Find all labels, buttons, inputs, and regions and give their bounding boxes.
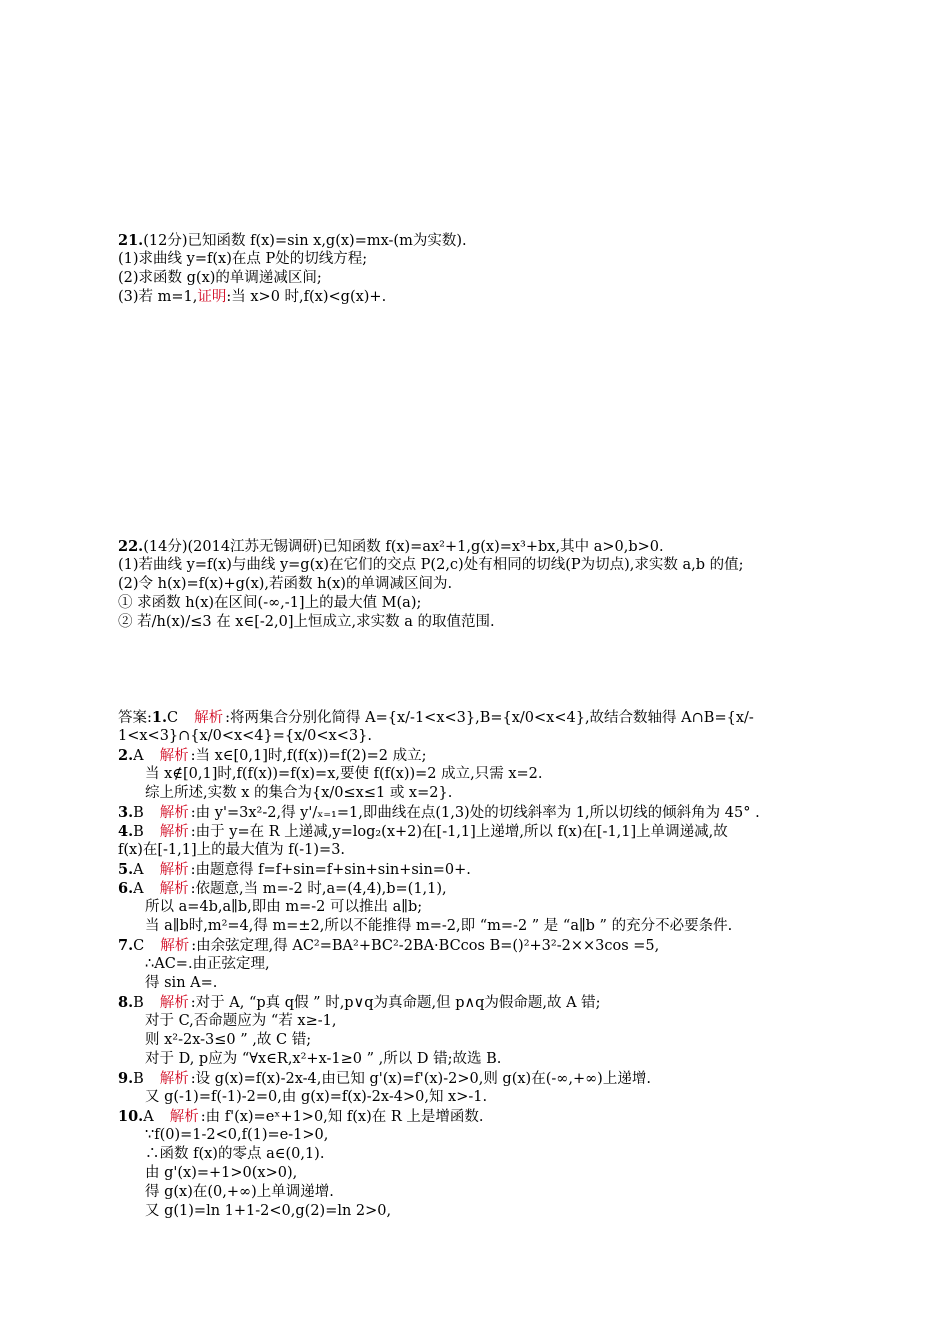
answer-4: 4.B 解析 :由于 y=在 R 上递减,y=log₂(x+2)在[-1,1]上递增,所以 f(x)在[-1,1]上单调递减,故 xyxy=(118,823,728,840)
answer-section: 答案:1.C 解析 :将两集合分别化简得 A={x/-1<x<3},B={x/0<x<4},故结合数轴得 A∩B={x/- 1<x<3}∩{x/0<x<4}={x/0<x<3}. 2.A 解析 :当 x∈[0,1]时,f(f(x))=f(2)=2 成立; 当 x∉[0,1]时,f(f(x))=f(x)=x,要使 f(f(x))=2 成立,只需 x=2. 综上所述,实数 x 的集合为{x/0≤x≤1 或 x=2}. 3.B 解析 :由 y'=3x²-2,得 y'/ₓ₌₁=1,即曲线在点(1,3)处的切线斜率为 1,所以切线的倾斜角为 45° . 4.B 解析 :由于 y=在 R 上递减,y=log₂(x+2)在[-1,1]上递增,所以 f(x)在[-1,1]上单调递减,故 f(x)在[-1,1]上的最大值为 f(-1)=3. 5.A 解析 :由题意得 f=f+sin=f+sin+sin+sin=0+. 6.A 解析 :依题意,当 m=-2 时,a=(4,4),b=(1,1), 所以 a=4b,a∥b,即由 m=-2 可以推出 a∥b; 当 a∥b时,m²=4,得 m=±2,所以不能推得 m=-2,即 “m=-2 ” 是 “a∥b ” 的充分不必要条件. 7.C 解析 :由余弦定理,得 AC²=BA²+BC²-2BA·BCcos B=()²+3²-2××3cos =5, ∴AC=.由正弦定理, 得 sin A=. 8.B 解析 :对于 A, “p真 q假 ” 时,p∨q为真命题,但 p∧q为假命题,故 A 错; 对于 C,否命题应为 “若 x≥-1, 则 x²-2x-3≤0 ” ,故 C 错; 对于 D, p应为 “∀x∈R,x²+x-1≥0 ” ,所以 D 错;故选 B. 9.B 解析 :设 g(x)=f(x)-2x-4,由已知 g'(x)=f'(x)-2>0,则 g(x)在(-∞,+∞)上递增. 又 g(-1)=f(-1)-2=0,由 g(x)=f(x)-2x-4>0,知 x>-1. 10.A 解析 :由 f'(x)=eˣ+1>0,知 f(x)在 R 上是增函数. ∵f(0)=1-2<0,f(1)=e-1>0, ∴函数 f(x)的零点 a∈(0,1). 由 g'(x)=+1>0(x>0), 得 g(x)在(0,+∞)上单调递增. 又 g(1)=ln 1+1-2<0,g(2)=ln 2>0, xyxy=(118,708,838,1221)
question-22-part-1: (1)若曲线 y=f(x)与曲线 y=g(x)在它们的交点 P(2,c)处有相同的切线(P为切点),求实数 a,b 的值; xyxy=(118,557,744,573)
answer-5: 5.A 解析 :由题意得 f=f+sin=f+sin+sin+sin=0+. xyxy=(118,861,471,878)
proof-keyword: 证明 xyxy=(197,289,227,305)
answer-8: 8.B 解析 :对于 A, “p真 q假 ” 时,p∨q为真命题,但 p∧q为假命题,故 A 错; xyxy=(118,994,601,1011)
answer-9: 9.B 解析 :设 g(x)=f(x)-2x-4,由已知 g'(x)=f'(x)-2>0,则 g(x)在(-∞,+∞)上递增. xyxy=(118,1070,651,1087)
answer-header: 答案: xyxy=(118,710,152,726)
question-21-part-1: (1)求曲线 y=f(x)在点 P处的切线方程; xyxy=(118,251,368,267)
question-21-part-2: (2)求函数 g(x)的单调递减区间; xyxy=(118,270,322,286)
answer-1: 答案:1.C 解析 :将两集合分别化简得 A={x/-1<x<3},B={x/0<x<4},故结合数轴得 A∩B={x/- xyxy=(118,709,754,726)
question-21-stem: 21.(12分)已知函数 f(x)=sin x,g(x)=mx-(m为实数). xyxy=(118,232,467,249)
answer-7: 7.C 解析 :由余弦定理,得 AC²=BA²+BC²-2BA·BCcos B=()²+3²-2××3cos =5, xyxy=(118,937,660,954)
question-21 xyxy=(118,231,838,307)
question-22-part-4: ② 若/h(x)/≤3 在 x∈[-2,0]上恒成立,求实数 a 的取值范围. xyxy=(118,614,495,630)
question-21-part-3: (3)若 m=1,证明:当 x>0 时,f(x)<g(x)+. xyxy=(118,289,387,305)
question-22-stem: 22.(14分)(2014江苏无锡调研)已知函数 f(x)=ax²+1,g(x)=x³+bx,其中 a>0,b>0. xyxy=(118,538,664,555)
answer-3: 3.B 解析 :由 y'=3x²-2,得 y'/ₓ₌₁=1,即曲线在点(1,3)处的切线斜率为 1,所以切线的倾斜角为 45° . xyxy=(118,804,760,821)
answer-2: 2.A 解析 :当 x∈[0,1]时,f(f(x))=f(2)=2 成立; xyxy=(118,747,427,764)
question-22-part-3: ① 求函数 h(x)在区间(-∞,-1]上的最大值 M(a); xyxy=(118,595,422,611)
question-22-part-2: (2)令 h(x)=f(x)+g(x),若函数 h(x)的单调减区间为. xyxy=(118,576,453,592)
question-22 xyxy=(118,537,838,632)
answer-10: 10.A 解析 :由 f'(x)=eˣ+1>0,知 f(x)在 R 上是增函数. xyxy=(118,1108,484,1125)
answer-6: 6.A 解析 :依题意,当 m=-2 时,a=(4,4),b=(1,1), xyxy=(118,880,447,897)
